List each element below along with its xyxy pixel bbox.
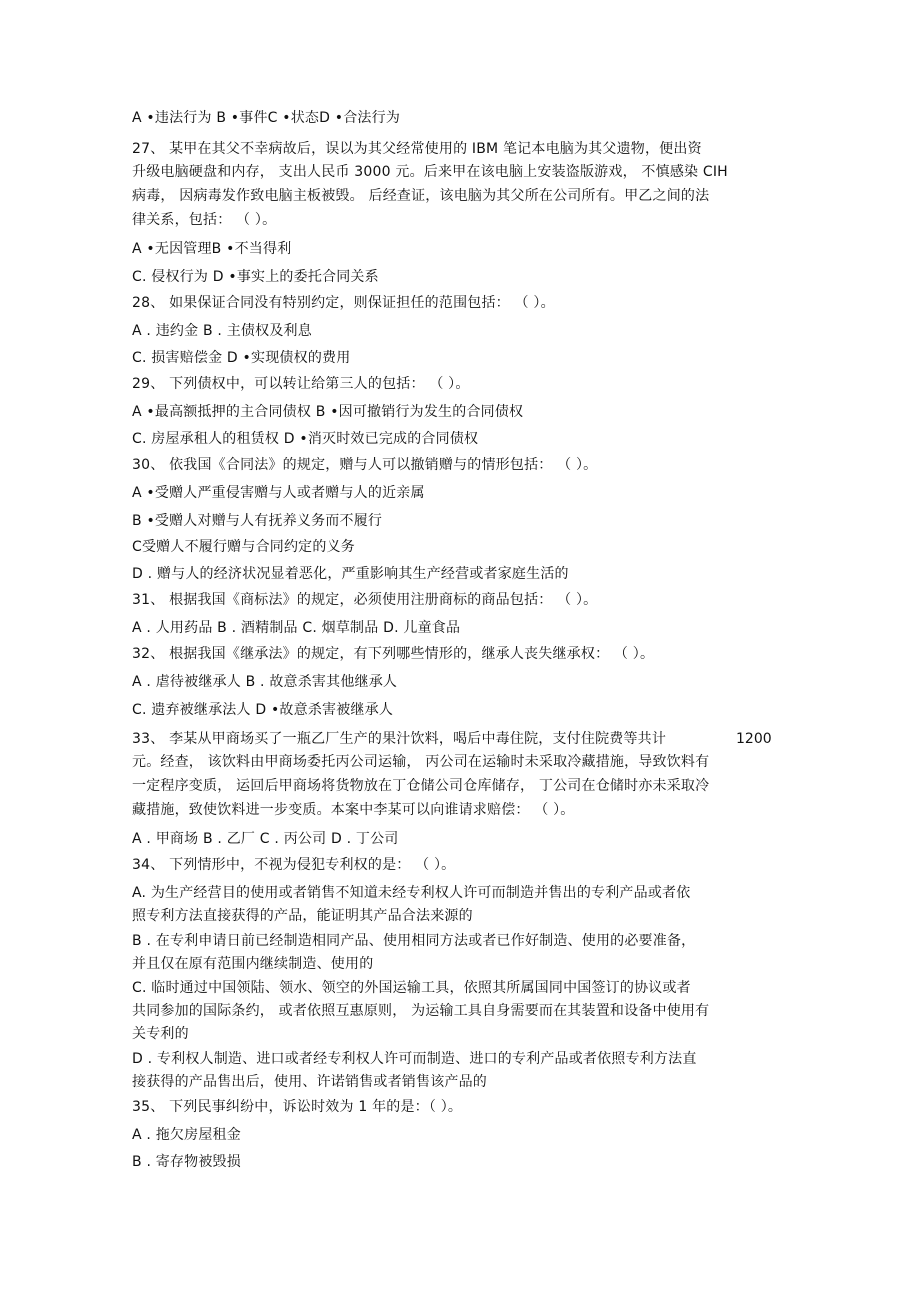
text-line: 32、 根据我国《继承法》的规定，有下列哪些情形的，继承人丧失继承权： （ ）。 <box>132 646 655 662</box>
text-line: 34、 下列情形中，不视为侵犯专利权的是： （ ）。 <box>132 857 456 873</box>
text-line: A. 为生产经营目的使用或者销售不知道未经专利权人许可而制造并售出的专利产品或者依 <box>132 885 691 901</box>
text-line: C. 侵权行为 D •事实上的委托合同关系 <box>132 269 379 285</box>
text-line: A . 人用药品 B . 酒精制品 C. 烟草制品 D. 儿童食品 <box>132 620 461 636</box>
text-line: A •违法行为 B •事件C •状态D •合法行为 <box>132 110 401 126</box>
text-line: D . 赠与人的经济状况显着恶化，严重影响其生产经营或者家庭生活的 <box>132 566 569 582</box>
text-line: B . 寄存物被毁损 <box>132 1154 241 1170</box>
text-line: B •受赠人对赠与人有抚养义务而不履行 <box>132 513 383 529</box>
text-line: 关专利的 <box>132 1026 189 1042</box>
amount-value: 1200 <box>736 731 772 747</box>
text-line: A . 虐待被继承人 B . 故意杀害其他继承人 <box>132 674 398 690</box>
text-line: A •最高额抵押的主合同债权 B •因可撤销行为发生的合同债权 <box>132 404 524 420</box>
text-line: 33、 李某从甲商场买了一瓶乙厂生产的果汁饮料，喝后中毒住院，支付住院费等共计 <box>132 731 667 747</box>
text-line: 30、 依我国《合同法》的规定，赠与人可以撤销赠与的情形包括： （ ）。 <box>132 457 598 473</box>
text-line: 接获得的产品售出后，使用、许诺销售或者销售该产品的 <box>132 1074 487 1090</box>
text-line: D . 专利权人制造、进口或者经专利权人许可而制造、进口的专利产品或者依照专利方法直 <box>132 1051 697 1067</box>
text-line: 27、 某甲在其父不幸病故后，误以为其父经常使用的 IBM 笔记本电脑为其父遗物，便出资 <box>132 141 702 157</box>
text-line: 照专利方法直接获得的产品，能证明其产品合法来源的 <box>132 908 473 924</box>
text-line: C受赠人不履行赠与合同约定的义务 <box>132 539 355 555</box>
text-line: 升级电脑硬盘和内存， 支出人民币 3000 元。后来甲在该电脑上安装盗版游戏， 不慎感染 CIH <box>132 164 728 180</box>
text-line: 共同参加的国际条约， 或者依照互惠原则， 为运输工具自身需要而在其装置和设备中使用有 <box>132 1003 710 1019</box>
text-line: B . 在专利申请日前已经制造相同产品、使用相同方法或者已作好制造、使用的必要准备， <box>132 933 696 949</box>
text-line: A . 甲商场 B . 乙厂 C . 丙公司 D . 丁公司 <box>132 831 399 847</box>
text-line: 28、 如果保证合同没有特别约定，则保证担任的范围包括： （ ）。 <box>132 295 555 311</box>
text-line: 律关系，包括： （ ）。 <box>132 212 277 228</box>
text-line: C. 遗弃被继承法人 D •故意杀害被继承人 <box>132 702 394 718</box>
text-line: 35、 下列民事纠纷中，诉讼时效为 1 年的是：（ ）。 <box>132 1099 463 1115</box>
text-line: 31、 根据我国《商标法》的规定，必须使用注册商标的商品包括： （ ）。 <box>132 592 598 608</box>
text-line: A . 拖欠房屋租金 <box>132 1127 241 1143</box>
text-line: C. 临时通过中国领陆、领水、领空的外国运输工具，依照其所属国同中国签订的协议或者 <box>132 980 691 996</box>
text-line: 29、 下列债权中，可以转让给第三人的包括： （ ）。 <box>132 376 470 392</box>
text-line: 一定程序变质， 运回后甲商场将货物放在丁仓储公司仓库储存， 丁公司在仓储时亦未采取冷 <box>132 778 710 794</box>
text-line: 藏措施，致使饮料进一步变质。本案中李某可以向谁请求赔偿： （ ）。 <box>132 802 575 818</box>
text-line: C. 损害赔偿金 D •实现债权的费用 <box>132 350 351 366</box>
text-line: C. 房屋承租人的租赁权 D •消灭时效已完成的合同债权 <box>132 431 479 447</box>
text-line: A . 违约金 B . 主债权及利息 <box>132 323 312 339</box>
text-line: 并且仅在原有范围内继续制造、使用的 <box>132 956 374 972</box>
text-line: A •受赠人严重侵害赠与人或者赠与人的近亲属 <box>132 485 425 501</box>
text-line: 元。经查， 该饮料由甲商场委托丙公司运输， 丙公司在运输时未采取冷藏措施，导致饮料有 <box>132 754 710 770</box>
text-line: A •无因管理B •不当得利 <box>132 241 292 257</box>
text-line: 病毒， 因病毒发作致电脑主板被毁。 后经查证，该电脑为其父所在公司所有。甲乙之间的法 <box>132 188 710 204</box>
